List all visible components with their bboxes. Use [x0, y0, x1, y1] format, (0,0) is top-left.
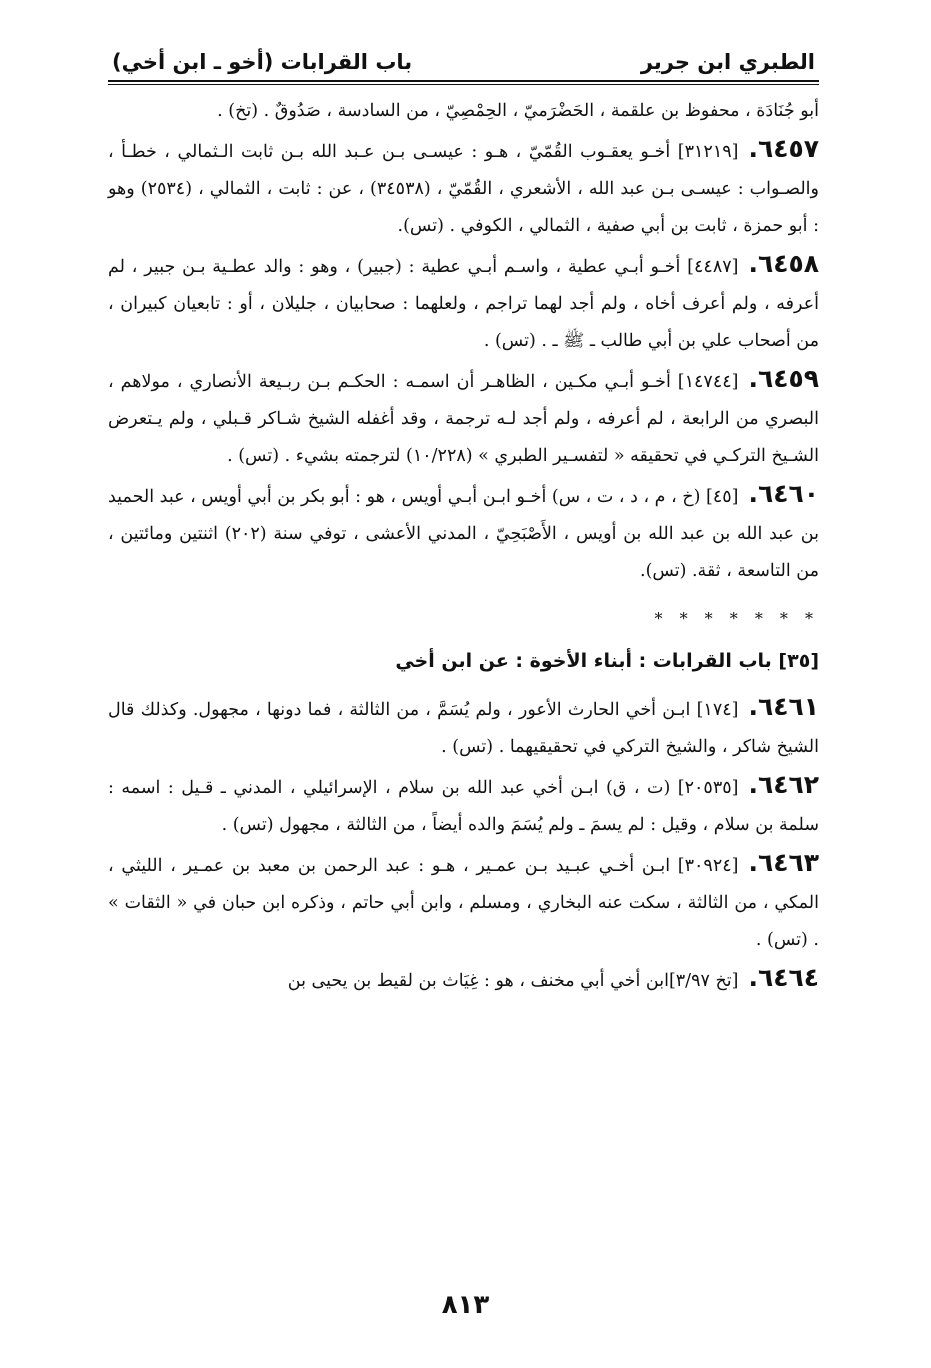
entry-6459 — [108, 360, 819, 475]
running-header — [108, 40, 819, 74]
entry-number: ٦٤٦٠. — [748, 479, 819, 508]
entry-text: [٢٠٥٣٥] (ت ، ق) ابـن أخي عبد الله بن سلام ، الإسرائيلي ، المدني ـ قـيل : اسمه : سلمة بن سلام ، وقيل : لم يسمَ ـ ولم يُسَمَ والده أيضاً ، من الثالثة ، مجهول (تس) . — [108, 778, 819, 835]
entry-6463 — [108, 844, 819, 959]
header-chapter-title: باب القرابات (أخو ـ ابن أخي) — [112, 50, 413, 74]
entry-text: [١٤٧٤٤] أخـو أبـي مكـين ، الظاهـر أن اسمـه : الحكـم بـن ربـيعة الأنصاري ، مولاهم ، البصري من الرابعة ، لم أعرفه ، ولم أجد لـه ترجمة ، وقد أغفله الشيخ شـاكر قـبلي ، ولم يـتعرض الشـيخ التركـي في تحقيقه « لتفسـير الطبري » (١٠/٢٢٨) لترجمته بشيء . (تس) . — [108, 372, 819, 466]
section-separator: * * * * * * * — [654, 609, 819, 628]
entry-6458 — [108, 245, 819, 360]
entry-text: [١٧٤] ابـن أخي الحارث الأعور ، ولم يُسَمَّ ، من الثالثة ، فما دونها ، مجهول. وكذلك قال الشيخ شاكر ، والشيخ التركي في تحقيقيهما . (تس) . — [108, 700, 819, 757]
header-rule — [108, 80, 819, 82]
entry-text: [٣٠٩٢٤] ابـن أخـي عبـيد بـن عمـير ، هـو : عبد الرحمن بن معبد بن عمـير ، الليثي ، المكي ، من الثالثة ، سكت عنه البخاري ، ومسلم ، وابن أبي حاتم ، وذكره ابن حبان في « الثقات » . (تس) . — [108, 856, 819, 950]
entry-6460 — [108, 475, 819, 590]
chapter-heading: [٣٥] باب القرابات : أبناء الأخوة : عن ابن أخي — [395, 650, 819, 672]
page-number: ٨١٣ — [441, 1290, 490, 1320]
entry-number: ٦٤٦٤. — [748, 963, 819, 992]
entry-text: [تخ ٣/٩٧]ابن أخي أبي مخنف ، هو : غِيَاث بن لقيط بن يحيى بن — [287, 971, 739, 991]
entry-number: ٦٤٥٩. — [748, 364, 819, 393]
entry-text: [٤٥] (خ ، م ، د ، ت ، س) أخـو ابـن أبـي أويس ، هو : أبو بكر بن أبي أويس ، عبد الحميد بن عبد الله بن عبد الله بن أويس ، الأَصْبَحِيّ ، المدني الأعشى ، توفي سنة (٢٠٢) اثنتين ومائتين ، من التاسعة ، ثقة. (تس). — [108, 487, 819, 581]
entry-6461 — [108, 688, 819, 766]
entry-6464 — [108, 959, 819, 1000]
entry-6457 — [108, 130, 819, 245]
main-text — [108, 93, 819, 1000]
entry-number: ٦٤٥٨. — [748, 249, 819, 278]
entry-text: [٣١٢١٩] أخـو يعقـوب القُمّيّ ، هـو : عيسـى بـن عـبد الله بـن ثابت الـثمالي ، خطـأ ، والصـواب : عيسـى بـن عبد الله ، الأشعري ، القُمّيّ ، (٣٤٥٣٨) ، عن : ثابت ، الثمالي ، (٢٥٣٤) وهو : أبو حمزة ، ثابت بن أبي صفية ، الثمالي ، الكوفي . (تس). — [108, 142, 819, 236]
header-rule-thin — [108, 84, 819, 85]
entry-6462 — [108, 766, 819, 844]
entry-number: ٦٤٦٢. — [748, 770, 819, 799]
entry-number: ٦٤٦١. — [748, 692, 819, 721]
header-book-title: الطبري ابن جرير — [640, 50, 815, 74]
entry-number: ٦٤٦٣. — [748, 848, 819, 877]
entry-number: ٦٤٥٧. — [748, 134, 819, 163]
entry-text: [٤٤٨٧] أخـو أبـي عطية ، واسـم أبـي عطية : (جبير) ، وهو : والد عطـية بـن جبير ، لم أعرفه ، ولم أعرف أخاه ، ولم أجد لهما تراجم ، ولعلهما : صحابيان ، جليلان ، أو : تابعيان كبيران ، من أصحاب علي بن أبي طالب ـ ﷺ ـ . (تس) . — [108, 257, 819, 351]
intro-line: أبو جُنَادَة ، محفوظ بن علقمة ، الحَضْرَميّ ، الحِمْصِيّ ، من السادسة ، صَدُوقٌ . (تخ) . — [217, 101, 819, 121]
